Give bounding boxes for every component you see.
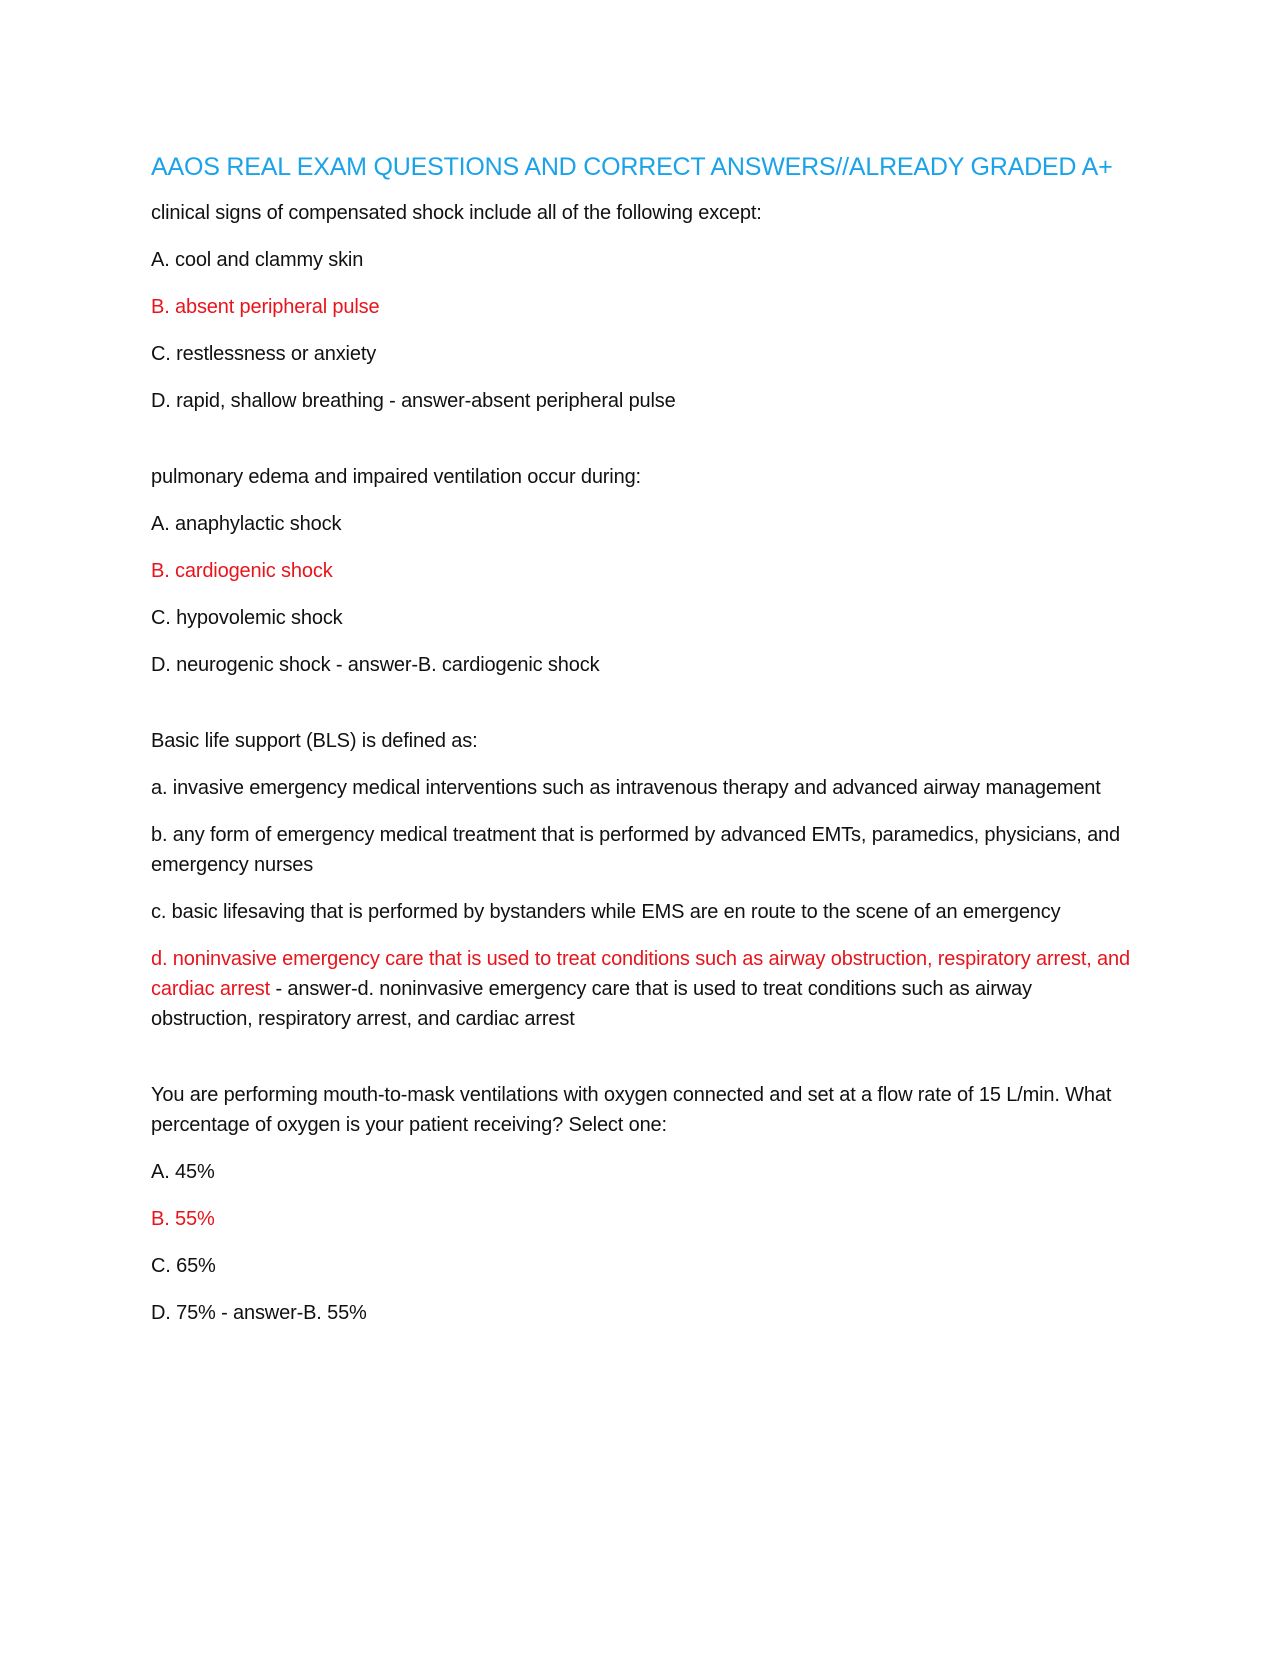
option-c: C. restlessness or anxiety bbox=[151, 343, 377, 365]
option-b-correct: B. absent peripheral pulse bbox=[151, 296, 380, 318]
question-1 bbox=[151, 198, 1136, 416]
option-d-correct: d. noninvasive emergency care that is used to treat conditions such as airway obstruction, respiratory arrest, and cardiac arrest bbox=[151, 948, 1130, 1000]
option-d: D. rapid, shallow breathing bbox=[151, 390, 384, 412]
option-a: A. cool and clammy skin bbox=[151, 249, 364, 271]
answer-suffix: - answer-B. cardiogenic shock bbox=[330, 654, 600, 676]
option-c: C. hypovolemic shock bbox=[151, 607, 343, 629]
option-a: a. invasive emergency medical interventions such as intravenous therapy and advanced airway management bbox=[151, 777, 1101, 799]
question-2 bbox=[151, 462, 1136, 680]
option-d-with-answer bbox=[151, 944, 1136, 1034]
option-a: A. anaphylactic shock bbox=[151, 513, 342, 535]
option-d-with-answer bbox=[151, 386, 1136, 416]
question-prompt: pulmonary edema and impaired ventilation occur during: bbox=[151, 466, 641, 488]
option-b-correct: B. 55% bbox=[151, 1208, 215, 1230]
answer-suffix: - answer-d. noninvasive emergency care that is used to treat conditions such as airway obstruction, respiratory arrest, and cardiac arrest bbox=[151, 978, 1032, 1030]
option-d-with-answer bbox=[151, 650, 1136, 680]
document-title: AAOS REAL EXAM QUESTIONS AND CORRECT ANSWERS//ALREADY GRADED A+ bbox=[151, 153, 1113, 181]
option-b: b. any form of emergency medical treatment that is performed by advanced EMTs, paramedics, physicians, and emergency nurses bbox=[151, 824, 1121, 876]
question-prompt: Basic life support (BLS) is defined as: bbox=[151, 730, 478, 752]
option-c: c. basic lifesaving that is performed by bystanders while EMS are en route to the scene of an emergency bbox=[151, 901, 1061, 923]
option-d: D. neurogenic shock bbox=[151, 654, 331, 676]
question-4 bbox=[151, 1080, 1136, 1328]
answer-suffix: - answer-B. 55% bbox=[215, 1302, 367, 1324]
question-prompt: You are performing mouth-to-mask ventilations with oxygen connected and set at a flow rate of 15 L/min. What percentage of oxygen is your patient receiving? Select one: bbox=[151, 1084, 1112, 1136]
option-d-with-answer bbox=[151, 1298, 1136, 1328]
option-d: D. 75% bbox=[151, 1302, 216, 1324]
answer-suffix: - answer-absent peripheral pulse bbox=[383, 390, 676, 412]
option-a: A. 45% bbox=[151, 1161, 215, 1183]
option-c: C. 65% bbox=[151, 1255, 216, 1277]
question-prompt: clinical signs of compensated shock include all of the following except: bbox=[151, 202, 762, 224]
document-content bbox=[151, 150, 1136, 1345]
option-b-correct: B. cardiogenic shock bbox=[151, 560, 333, 582]
question-3 bbox=[151, 726, 1136, 1034]
